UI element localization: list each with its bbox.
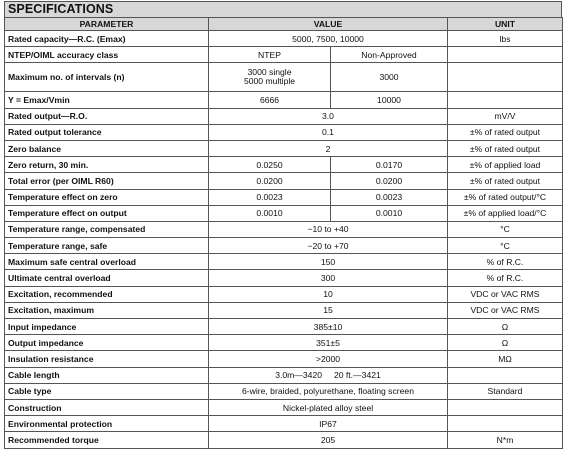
table-row <box>5 302 563 318</box>
param-unit: % of R.C. <box>448 270 563 286</box>
param-label: Temperature effect on output <box>5 205 209 221</box>
header-row <box>5 18 563 31</box>
param-value: 2 <box>209 140 448 156</box>
table-row <box>5 383 563 399</box>
table-row <box>5 254 563 270</box>
param-value-b: 0.0023 <box>331 189 448 205</box>
param-unit: ±% of rated output <box>448 140 563 156</box>
param-value-b: 0.0010 <box>331 205 448 221</box>
param-label: Zero return, 30 min. <box>5 157 209 173</box>
table-row <box>5 189 563 205</box>
param-value: −10 to +40 <box>209 221 448 237</box>
param-label: NTEP/OIML accuracy class <box>5 47 209 63</box>
param-unit: mV/V <box>448 108 563 124</box>
param-label: Temperature range, safe <box>5 238 209 254</box>
param-unit <box>448 367 563 383</box>
table-row <box>5 205 563 221</box>
table-row <box>5 31 563 47</box>
param-label: Environmental protection <box>5 416 209 432</box>
param-label: Construction <box>5 399 209 415</box>
header-parameter: PARAMETER <box>5 18 209 31</box>
param-label: Rated capacity—R.C. (Emax) <box>5 31 209 47</box>
param-unit: MΩ <box>448 351 563 367</box>
param-label: Total error (per OIML R60) <box>5 173 209 189</box>
param-value-a-line1: 3000 single <box>247 66 292 77</box>
table-row <box>5 63 563 92</box>
param-value-b: 3000 <box>331 63 448 92</box>
table-row <box>5 238 563 254</box>
table-row <box>5 173 563 189</box>
param-unit: VDC or VAC RMS <box>448 286 563 302</box>
param-value: −20 to +70 <box>209 238 448 254</box>
param-unit <box>448 47 563 63</box>
param-unit: ±% of applied load/°C <box>448 205 563 221</box>
param-unit: VDC or VAC RMS <box>448 302 563 318</box>
param-label: Rated output—R.O. <box>5 108 209 124</box>
param-unit <box>448 63 563 92</box>
param-value-a-line2: 5000 multiple <box>243 76 296 87</box>
param-value-a <box>209 63 331 92</box>
param-label: Output impedance <box>5 335 209 351</box>
table-row <box>5 47 563 63</box>
param-unit: °C <box>448 221 563 237</box>
param-value: 150 <box>209 254 448 270</box>
table-row <box>5 319 563 335</box>
param-label: Cable type <box>5 383 209 399</box>
param-unit: °C <box>448 238 563 254</box>
param-label: Insulation resistance <box>5 351 209 367</box>
param-value: >2000 <box>209 351 448 367</box>
param-label: Excitation, maximum <box>5 302 209 318</box>
param-value-b: 10000 <box>331 92 448 108</box>
param-value-a: NTEP <box>209 47 331 63</box>
table-row <box>5 124 563 140</box>
param-value: 5000, 7500, 10000 <box>209 31 448 47</box>
spec-sheet <box>4 1 562 449</box>
param-label: Excitation, recommended <box>5 286 209 302</box>
table-row <box>5 399 563 415</box>
param-label: Input impedance <box>5 319 209 335</box>
param-label: Zero balance <box>5 140 209 156</box>
param-unit: Ω <box>448 319 563 335</box>
param-unit: % of R.C. <box>448 254 563 270</box>
table-row <box>5 335 563 351</box>
param-value-b: 0.0170 <box>331 157 448 173</box>
param-value: 300 <box>209 270 448 286</box>
param-label: Maximum no. of intervals (n) <box>5 63 209 92</box>
param-label: Maximum safe central overload <box>5 254 209 270</box>
param-label: Ultimate central overload <box>5 270 209 286</box>
table-row <box>5 351 563 367</box>
param-unit <box>448 399 563 415</box>
param-label: Rated output tolerance <box>5 124 209 140</box>
param-value-b: Non-Approved <box>331 47 448 63</box>
param-unit: Standard <box>448 383 563 399</box>
param-value: 3.0 <box>209 108 448 124</box>
param-unit: Ω <box>448 335 563 351</box>
table-row <box>5 432 563 448</box>
param-unit: ±% of rated output <box>448 124 563 140</box>
param-unit: ±% of applied load <box>448 157 563 173</box>
spec-title: SPECIFICATIONS <box>4 1 562 17</box>
table-row <box>5 140 563 156</box>
param-value: 0.1 <box>209 124 448 140</box>
table-row <box>5 416 563 432</box>
spec-table <box>4 17 563 449</box>
param-value-a: 0.0200 <box>209 173 331 189</box>
header-unit: UNIT <box>448 18 563 31</box>
param-unit: N*m <box>448 432 563 448</box>
param-label: Recommended torque <box>5 432 209 448</box>
param-value: 385±10 <box>209 319 448 335</box>
param-label: Temperature effect on zero <box>5 189 209 205</box>
param-value: Nickel-plated alloy steel <box>209 399 448 415</box>
table-row <box>5 367 563 383</box>
param-label: Y = Emax/Vmin <box>5 92 209 108</box>
param-value: 205 <box>209 432 448 448</box>
param-value-a: 0.0250 <box>209 157 331 173</box>
table-row <box>5 92 563 108</box>
param-value: 6-wire, braided, polyurethane, floating screen <box>209 383 448 399</box>
param-value-a: 0.0023 <box>209 189 331 205</box>
param-value: 3.0m—3420 20 ft.—3421 <box>209 367 448 383</box>
param-unit: lbs <box>448 31 563 47</box>
param-value: 15 <box>209 302 448 318</box>
param-unit: ±% of rated output <box>448 173 563 189</box>
param-value: 10 <box>209 286 448 302</box>
param-label: Temperature range, compensated <box>5 221 209 237</box>
table-row <box>5 157 563 173</box>
param-value-b: 0.0200 <box>331 173 448 189</box>
param-unit <box>448 416 563 432</box>
table-row <box>5 108 563 124</box>
param-unit <box>448 92 563 108</box>
param-value-a: 0.0010 <box>209 205 331 221</box>
param-value-a: 6666 <box>209 92 331 108</box>
header-value: VALUE <box>209 18 448 31</box>
table-row <box>5 270 563 286</box>
table-row <box>5 286 563 302</box>
param-unit: ±% of rated output/°C <box>448 189 563 205</box>
table-row <box>5 221 563 237</box>
param-value: IP67 <box>209 416 448 432</box>
param-value: 351±5 <box>209 335 448 351</box>
param-label: Cable length <box>5 367 209 383</box>
